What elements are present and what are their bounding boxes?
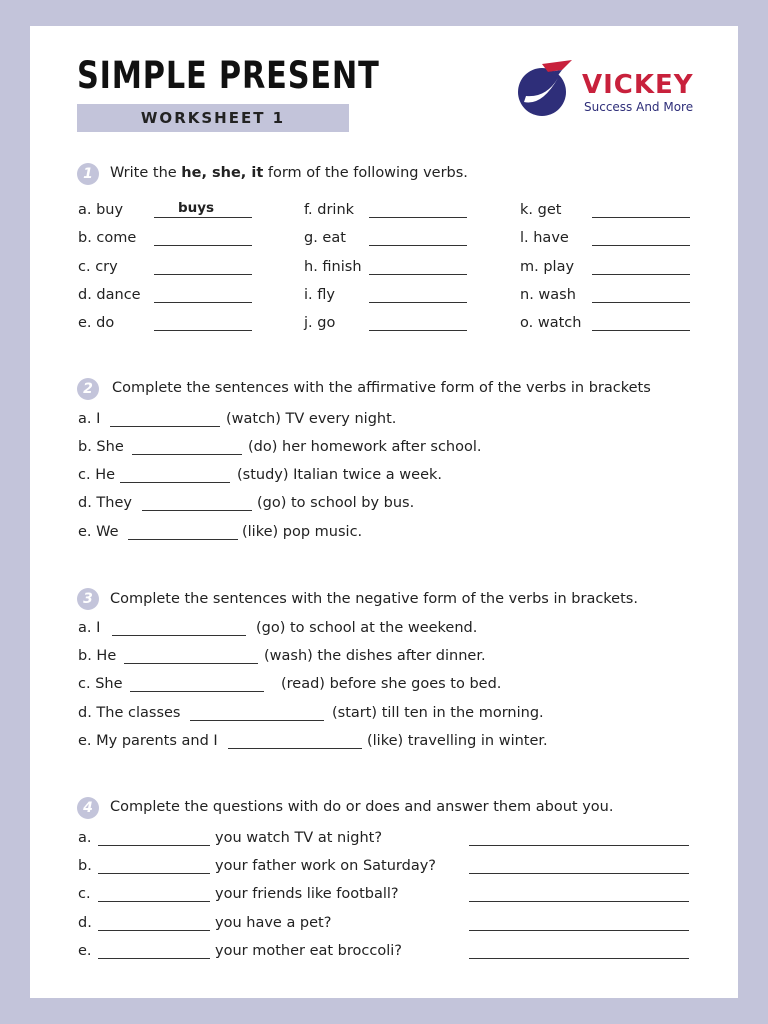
- instruction-text: form of the following verbs.: [263, 165, 468, 181]
- worksheet-page: [30, 26, 738, 998]
- verb-label: o. watch: [520, 315, 582, 331]
- section-4-number: 4: [77, 797, 99, 819]
- answer-line[interactable]: [369, 274, 467, 275]
- question-text: your father work on Saturday?: [215, 858, 436, 874]
- sentence-prefix: a. I: [78, 411, 101, 427]
- sentence-prefix: e. We: [78, 524, 119, 540]
- logo-mark-icon: [512, 56, 578, 122]
- sentence-prefix: a. I: [78, 620, 101, 636]
- blank-line[interactable]: [112, 635, 246, 636]
- section-2-instruction: Complete the sentences with the affirmative form of the verbs in brackets: [112, 380, 651, 396]
- sentence-prefix: b. She: [78, 439, 124, 455]
- blank-line[interactable]: [120, 482, 230, 483]
- sentence-prefix: d. The classes: [78, 705, 181, 721]
- answer-line[interactable]: [592, 330, 690, 331]
- section-3-number: 3: [77, 588, 99, 610]
- worksheet-label: WORKSHEET 1: [140, 109, 286, 127]
- sentence-suffix: (read) before she goes to bed.: [281, 676, 502, 692]
- blank-line[interactable]: [190, 720, 324, 721]
- verb-label: g. eat: [304, 230, 346, 246]
- blank-line[interactable]: [98, 901, 210, 902]
- blank-line[interactable]: [132, 454, 242, 455]
- answer-line[interactable]: [469, 958, 689, 959]
- answer-line[interactable]: [469, 873, 689, 874]
- sentence-prefix: c. He: [78, 467, 116, 483]
- logo-name: VICKEY: [582, 70, 694, 100]
- blank-line[interactable]: [124, 663, 258, 664]
- answer-line[interactable]: [154, 217, 252, 218]
- instruction-text: Write the: [110, 165, 182, 181]
- answer-line[interactable]: [154, 274, 252, 275]
- sentence-suffix: (start) till ten in the morning.: [332, 705, 544, 721]
- sentence-suffix: (watch) TV every night.: [226, 411, 397, 427]
- blank-line[interactable]: [98, 930, 210, 931]
- section-1-number: 1: [77, 163, 99, 185]
- question-text: your mother eat broccoli?: [215, 943, 402, 959]
- answer-line[interactable]: [154, 302, 252, 303]
- worksheet-label-band: [77, 104, 349, 132]
- vickey-logo: [512, 56, 702, 122]
- verb-label: f. drink: [304, 202, 355, 218]
- question-text: your friends like football?: [215, 886, 399, 902]
- question-text: you have a pet?: [215, 915, 332, 931]
- answer-line[interactable]: [469, 901, 689, 902]
- verb-label: m. play: [520, 259, 575, 275]
- verb-label: n. wash: [520, 287, 576, 303]
- answer-line[interactable]: [154, 330, 252, 331]
- sentence-suffix: (go) to school by bus.: [257, 495, 415, 511]
- verb-label: j. go: [304, 315, 336, 331]
- answer-line[interactable]: [592, 245, 690, 246]
- section-2-number: 2: [77, 378, 99, 400]
- verb-label: b. come: [78, 230, 137, 246]
- sentence-suffix: (like) pop music.: [242, 524, 363, 540]
- instruction-bold-text: he, she, it: [181, 165, 264, 181]
- section-3-instruction: Complete the sentences with the negative form of the verbs in brackets.: [110, 591, 638, 607]
- blank-line[interactable]: [228, 748, 362, 749]
- section-4-instruction: Complete the questions with do or does and answer them about you.: [110, 799, 614, 815]
- answer-line[interactable]: [369, 302, 467, 303]
- blank-line[interactable]: [142, 510, 252, 511]
- blank-line[interactable]: [130, 691, 264, 692]
- example-answer: buys: [177, 200, 215, 216]
- verb-label: c. cry: [78, 259, 118, 275]
- answer-line[interactable]: [592, 217, 690, 218]
- verb-label: l. have: [520, 230, 569, 246]
- logo-tagline: Success And More: [584, 100, 694, 114]
- answer-line[interactable]: [369, 245, 467, 246]
- verb-label: i. fly: [304, 287, 335, 303]
- verb-label: d. dance: [78, 287, 141, 303]
- blank-line[interactable]: [110, 426, 220, 427]
- question-prefix: d.: [78, 915, 92, 931]
- sentence-prefix: d. They: [78, 495, 132, 511]
- verb-label: a. buy: [78, 202, 124, 218]
- verb-label: e. do: [78, 315, 115, 331]
- answer-line[interactable]: [592, 302, 690, 303]
- sentence-suffix: (go) to school at the weekend.: [256, 620, 478, 636]
- blank-line[interactable]: [98, 845, 210, 846]
- question-text: you watch TV at night?: [215, 830, 383, 846]
- answer-line[interactable]: [154, 245, 252, 246]
- question-prefix: c.: [78, 886, 91, 902]
- sentence-suffix: (like) travelling in winter.: [367, 733, 548, 749]
- answer-line[interactable]: [592, 274, 690, 275]
- sentence-suffix: (do) her homework after school.: [248, 439, 482, 455]
- blank-line[interactable]: [98, 958, 210, 959]
- section-1-instruction: [110, 165, 468, 181]
- answer-line[interactable]: [469, 930, 689, 931]
- blank-line[interactable]: [98, 873, 210, 874]
- sentence-prefix: c. She: [78, 676, 123, 692]
- answer-line[interactable]: [369, 217, 467, 218]
- sentence-suffix: (study) Italian twice a week.: [237, 467, 443, 483]
- sentence-prefix: b. He: [78, 648, 117, 664]
- answer-line[interactable]: [369, 330, 467, 331]
- blank-line[interactable]: [128, 539, 238, 540]
- verb-label: h. finish: [304, 259, 362, 275]
- page-title: SIMPLE PRESENT: [77, 54, 380, 97]
- sentence-prefix: e. My parents and I: [78, 733, 218, 749]
- question-prefix: e.: [78, 943, 92, 959]
- question-prefix: a.: [78, 830, 92, 846]
- sentence-suffix: (wash) the dishes after dinner.: [264, 648, 486, 664]
- question-prefix: b.: [78, 858, 92, 874]
- answer-line[interactable]: [469, 845, 689, 846]
- verb-label: k. get: [520, 202, 562, 218]
